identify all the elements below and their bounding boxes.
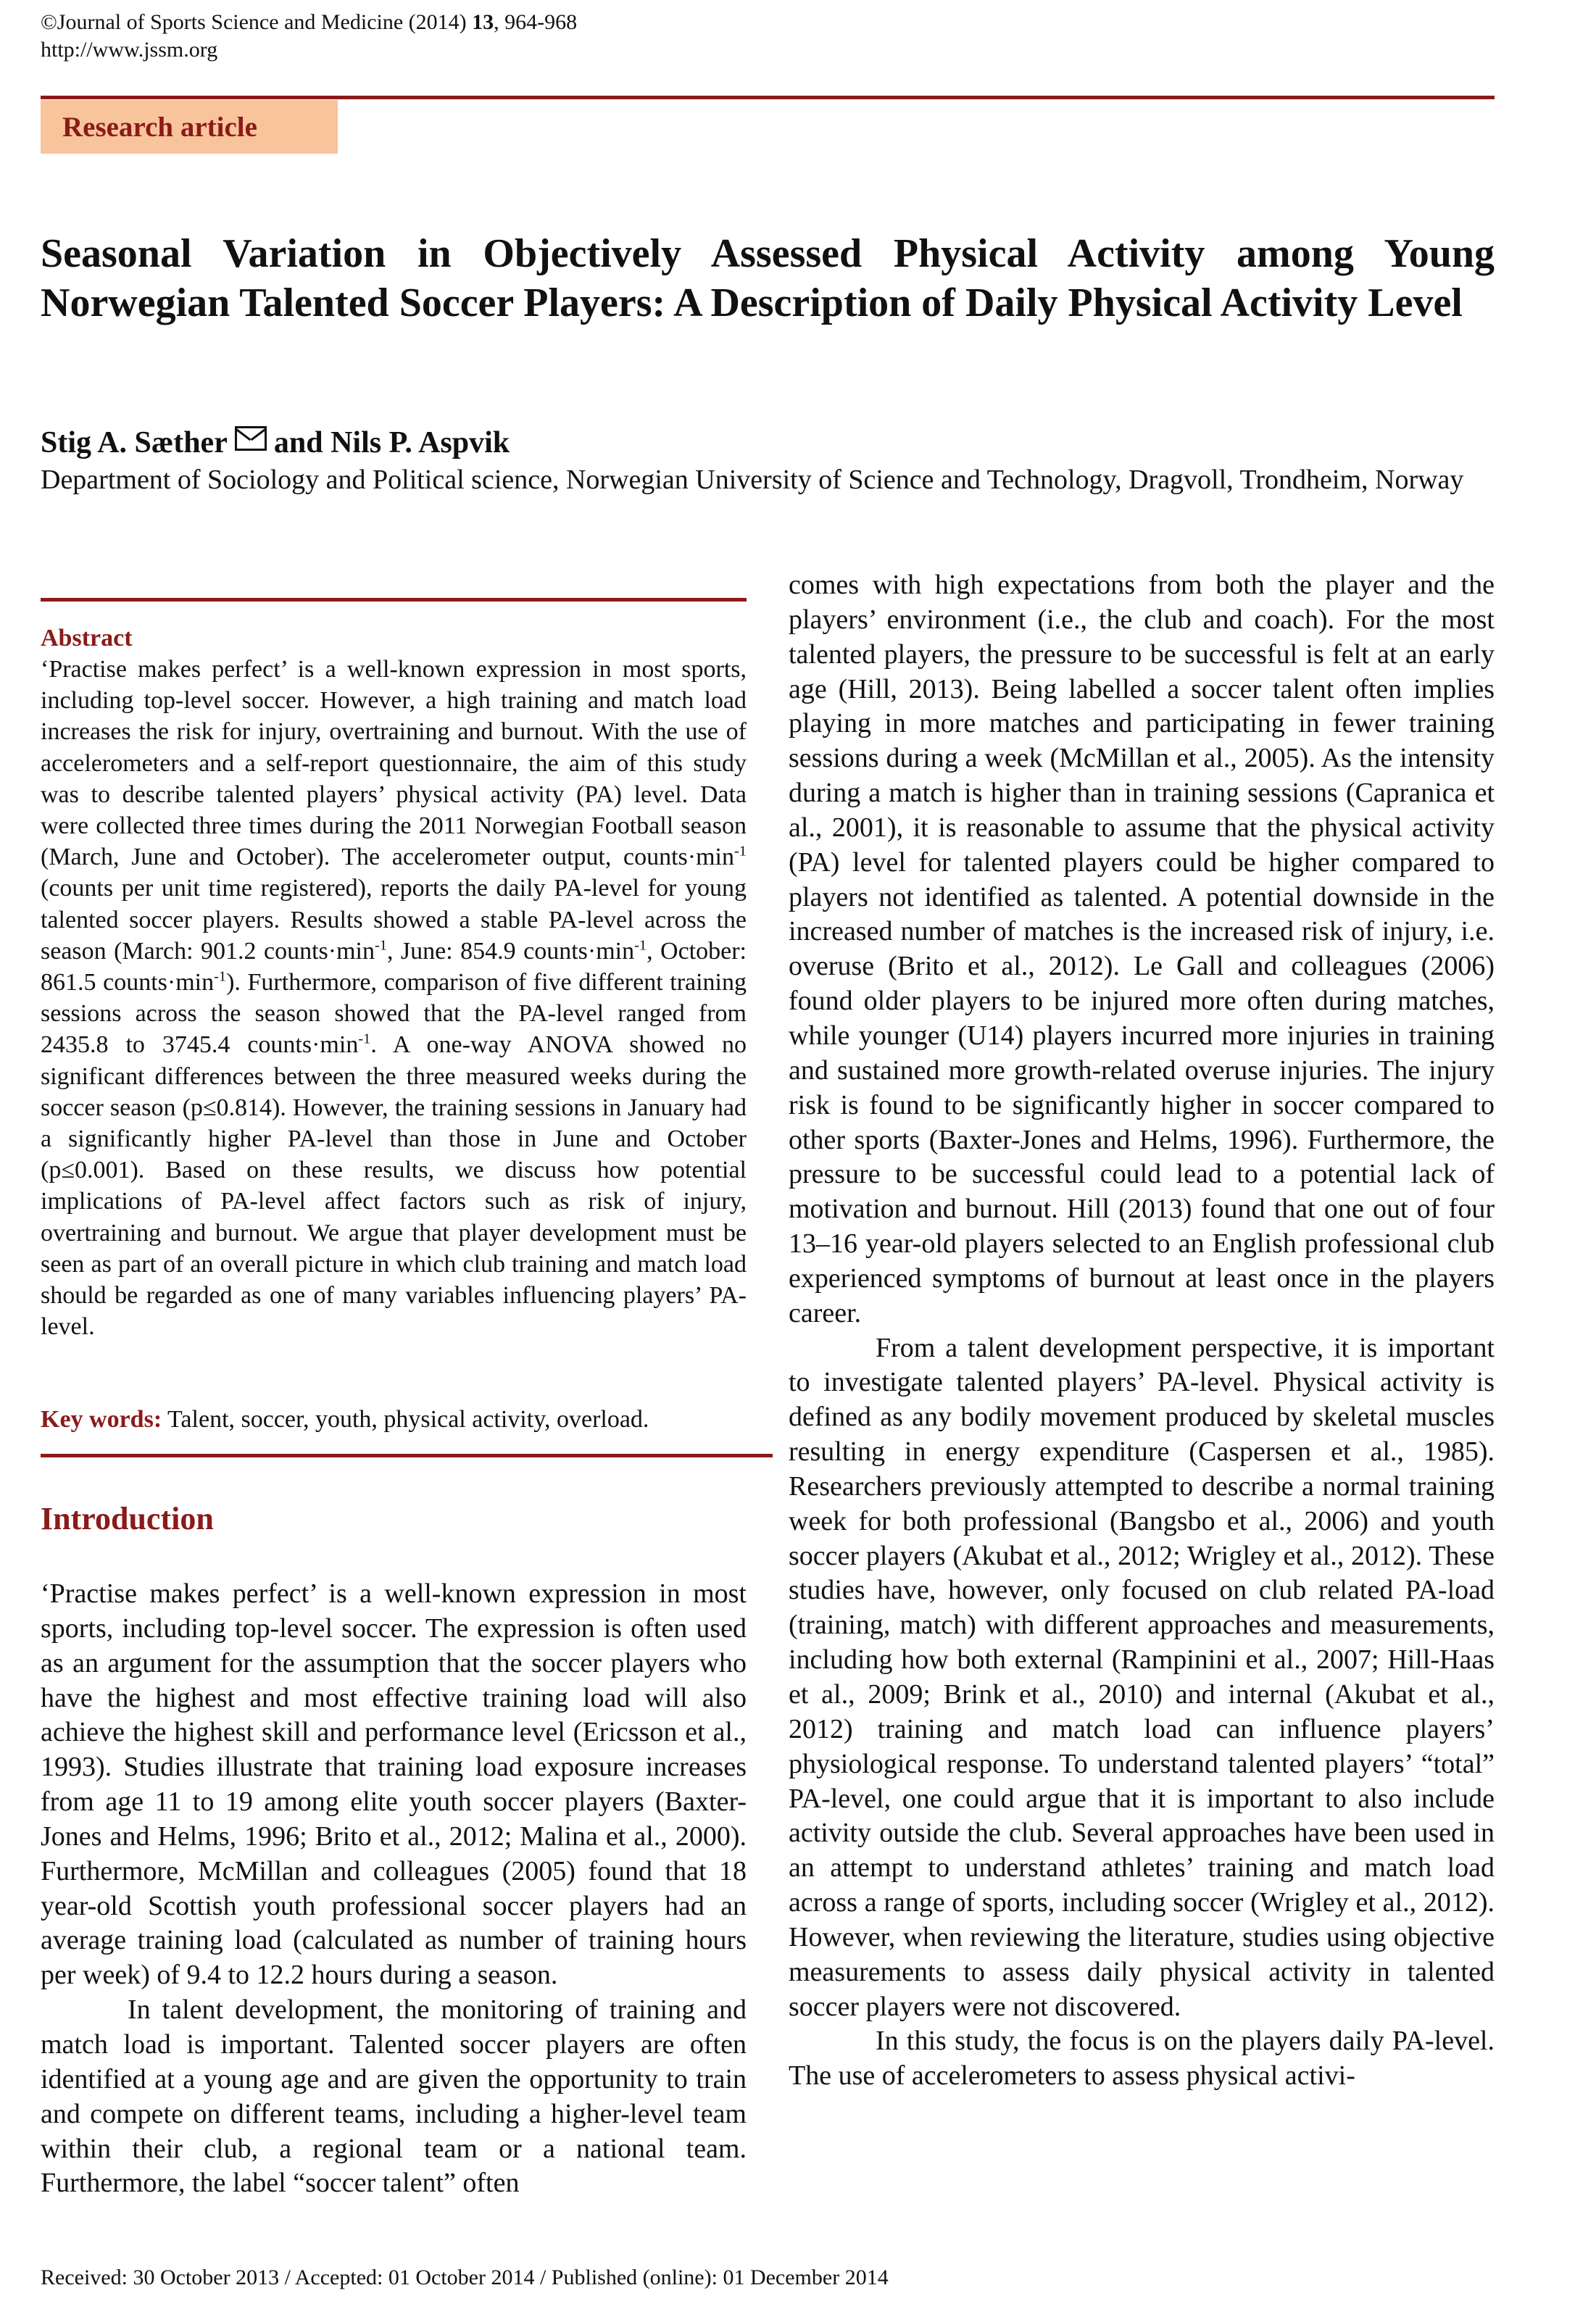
keywords-divider: [41, 1454, 773, 1457]
article-type-badge: [41, 100, 338, 154]
journal-volume: 13: [472, 10, 494, 34]
journal-header: [41, 9, 577, 64]
paragraph: In talent development, the monitoring of training and match load is important. Talented soccer players are often identified at a young age and are given the opportunity to train and compete on different teams, including a higher-level team within their club, a regional team or a national team. Furthermore, the label “soccer talent” often: [41, 1994, 747, 2199]
paragraph: comes with high expectations from both the player and the players’ environment (i.e., the club and coach). For the most talented players, the pressure to be successful is felt at an early age (Hill, 2013). Being labelled a soccer talent often implies playing in more matches and participating in fewer training sessions during a week (McMillan et al., 2005). As the intensity during a match is higher than in training sessions (Capranica et al., 2001), it is reasonable to assume that the physical activity (PA) level for talented players could be higher compared to players not identified as talented. A potential downside in the increased number of matches is the increased risk of injury, i.e. overuse (Brito et al., 2012). Le Gall and colleagues (2006) found older players to be injured more often during matches, while younger (U14) players incurred more injuries in training and sustained more growth-related overuse injuries. The injury risk is found to be significantly higher in soccer compared to other sports (Baxter-Jones and Helms, 1996). Furthermore, the pressure to be successful could lead to a potential lack of motivation and burnout. Hill (2013) found that one out of four 13–16 year-old players selected to an English professional club experienced symptoms of burnout at least once in the players career.: [789, 570, 1495, 1328]
header-divider: [41, 96, 1495, 99]
paragraph: ‘Practise makes perfect’ is a well-known expression in most sports, including top-level soccer. The expression is often used as an argument for the assumption that the soccer players who have the highest and most effective training load will also achieve the highest skill and performance level (Ericsson et al., 1993). Studies illustrate that training load exposure increases from age 11 to 19 among elite youth soccer players (Baxter-Jones and Helms, 1996; Brito et al., 2012; Malina et al., 2000). Furthermore, McMillan and colleagues (2005) found that 18 year-old Scottish youth professional soccer players had an average training load (calculated as number of training hours per week) of 9.4 to 12.2 hours during a season.: [41, 1578, 747, 1991]
abstract-body: [41, 654, 747, 1342]
author-list: [41, 422, 510, 464]
left-column-body: [41, 1577, 747, 2201]
author-rest: and Nils P. Aspvik: [273, 426, 510, 459]
author-first: Stig A. Sæther: [41, 426, 228, 459]
introduction-heading: Introduction: [41, 1501, 214, 1536]
keywords: [41, 1405, 649, 1435]
article-type-label: Research article: [62, 111, 257, 143]
author-affiliation: Department of Sociology and Political science, Norwegian University of Science and Technology, Dragvoll, Trondheim, Norway: [41, 465, 1464, 495]
abstract-divider: [41, 598, 747, 602]
keywords-text: Talent, soccer, youth, physical activity, overload.: [162, 1406, 649, 1433]
keywords-label: Key words:: [41, 1406, 162, 1433]
envelope-icon[interactable]: [235, 426, 267, 451]
journal-citation: ©Journal of Sports Science and Medicine (2014) 13, 964-968: [41, 10, 578, 34]
journal-url[interactable]: http://www.jssm.org: [41, 38, 218, 62]
paragraph: From a talent development perspective, it is important to investigate talented players’ PA-level. Physical activity is defined as any bodily movement produced by skeletal muscles resulting in energy expenditure (Caspersen et al., 1985). Researchers previously attempted to describe a normal training week for both professional (Bangsbo et al., 2006) and youth soccer players (Akubat et al., 2012; Wrigley et al., 2012). These studies have, however, only focused on club related PA-load (training, match) with different approaches and measurements, including how both external (Rampinini et al., 2007; Hill-Haas et al., 2009; Brink et al., 2010) and internal (Akubat et al., 2012) training and match load can influence players’ physiological response. To understand talented players’ “total” PA-level, one could argue that it is important to also include activity outside the club. Several approaches have been used in an attempt to understand athletes’ training and match load across a range of sports, including soccer (Wrigley et al., 2012). However, when reviewing the literature, studies using objective measurements to assess daily physical activity in talented soccer players were not discovered.: [789, 1332, 1495, 2022]
abstract-heading: Abstract: [41, 625, 133, 652]
paragraph: In this study, the focus is on the players daily PA-level. The use of accelerometers to assess physical activi-: [789, 2026, 1495, 2092]
abstract-text: ‘Practise makes perfect’ is a well-known expression in most sports, including top-level soccer. However, a high training and match load increases the risk for injury, overtraining and burnout. With the use of accelerometers and a self-report questionnaire, the aim of this study was to describe talented players’ physical activity (PA) level. Data were collected three times during the 2011 Norwegian Football season (March, June and October). The accelerometer output, $counts\cdot\min^{-1}$ (counts per unit time registered), reports the daily PA-level for young talented soccer players. Results showed a stable PA-level across the season (March: 901.2 $counts\cdot\min^{-1}$, June: 854.9 $counts\cdot\min^{-1}$, October: 861.5 $counts\cdot\min^{-1}$). Furthermore, comparison of five different training sessions across the season showed that the PA-level ranged from 2435.8 to 3745.4 $counts\cdot\min^{-1}$. A one-way ANOVA showed no significant differences between the three measured weeks during the soccer season (p≤0.814). However, the training sessions in January had a significantly higher PA-level than those in June and October (p≤0.001). Based on these results, we discuss how potential implications of PA-level affect factors such as risk of injury, overtraining and burnout. We argue that player development must be seen as part of an overall picture in which club training and match load should be regarded as one of many variables influencing players’ PA-level.: [41, 656, 747, 1341]
article-title: Seasonal Variation in Objectively Assessed Physical Activity among Young Norwegian Talented Soccer Players: A Description of Daily Physical Activity Level: [41, 231, 1495, 325]
right-column-body: [789, 568, 1495, 2094]
received-dates: Received: 30 October 2013 / Accepted: 01 October 2014 / Published (online): 01 December 2014: [41, 2265, 889, 2289]
